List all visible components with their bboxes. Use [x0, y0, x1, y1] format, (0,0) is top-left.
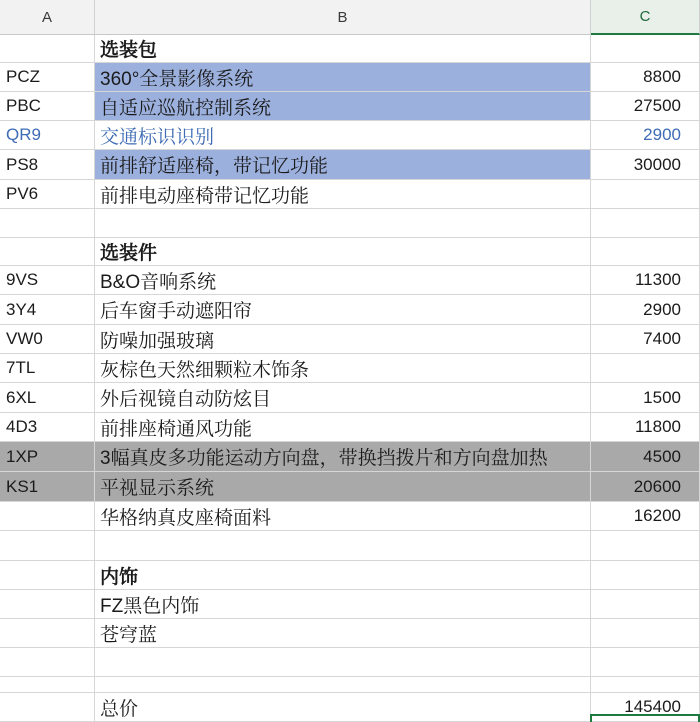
cell-a[interactable]: 1XP [0, 442, 95, 472]
cell-b[interactable]: 华格纳真皮座椅面料 [95, 502, 591, 531]
cell-a[interactable]: QR9 [0, 121, 95, 150]
cell-a[interactable]: KS1 [0, 472, 95, 502]
cell-a[interactable]: 9VS [0, 266, 95, 295]
cell-c[interactable] [591, 531, 700, 561]
cell-c[interactable] [591, 590, 700, 619]
table-row [0, 502, 700, 531]
cell-b[interactable]: 灰棕色天然细颗粒木饰条 [95, 354, 591, 383]
table-row [0, 209, 700, 238]
cell-b[interactable]: 3幅真皮多功能运动方向盘，带换挡拨片和方向盘加热 [95, 442, 591, 472]
column-header-b[interactable]: B [95, 0, 591, 35]
column-header-c[interactable]: C [591, 0, 700, 35]
cell-a[interactable]: PS8 [0, 150, 95, 180]
cell-a[interactable]: 7TL [0, 354, 95, 383]
table-row [0, 590, 700, 619]
cell-b[interactable]: 总价 [95, 693, 591, 722]
cell-c[interactable]: 11300 [591, 266, 700, 295]
table-row [0, 561, 700, 590]
table-row [0, 354, 700, 383]
cell-c[interactable]: 2900 [591, 121, 700, 150]
cell-a[interactable] [0, 238, 95, 266]
cell-b[interactable]: B&O音响系统 [95, 266, 591, 295]
cell-a[interactable]: PCZ [0, 63, 95, 92]
table-row [0, 442, 700, 472]
cell-b[interactable] [95, 531, 591, 561]
table-row [0, 35, 700, 63]
cell-a[interactable] [0, 619, 95, 648]
table-row [0, 677, 700, 693]
table-row [0, 266, 700, 295]
cell-b[interactable]: 交通标识识别 [95, 121, 591, 150]
cell-a[interactable]: 4D3 [0, 413, 95, 442]
cell-c[interactable]: 11800 [591, 413, 700, 442]
cell-c[interactable] [591, 561, 700, 590]
cell-b[interactable]: 选装件 [95, 238, 591, 266]
cell-a[interactable] [0, 209, 95, 238]
cell-c[interactable] [591, 238, 700, 266]
table-row [0, 238, 700, 266]
cell-b[interactable]: 苍穹蓝 [95, 619, 591, 648]
cell-a[interactable]: 3Y4 [0, 295, 95, 325]
cell-b[interactable]: 外后视镜自动防炫目 [95, 383, 591, 413]
cell-c[interactable]: 16200 [591, 502, 700, 531]
cell-c[interactable]: 20600 [591, 472, 700, 502]
cell-b[interactable]: 后车窗手动遮阳帘 [95, 295, 591, 325]
cell-c[interactable]: 27500 [591, 92, 700, 121]
cell-c[interactable]: 7400 [591, 325, 700, 354]
cell-c[interactable]: 145400 [591, 693, 700, 722]
cell-b[interactable]: 防噪加强玻璃 [95, 325, 591, 354]
table-row [0, 295, 700, 325]
table-row [0, 180, 700, 209]
cell-c[interactable] [591, 648, 700, 677]
cell-a[interactable] [0, 35, 95, 63]
cell-b[interactable]: 前排舒适座椅，带记忆功能 [95, 150, 591, 180]
table-row [0, 472, 700, 502]
cell-c[interactable]: 4500 [591, 442, 700, 472]
cell-c[interactable]: 1500 [591, 383, 700, 413]
table-row [0, 325, 700, 354]
cell-b[interactable]: 前排电动座椅带记忆功能 [95, 180, 591, 209]
cell-a[interactable] [0, 677, 95, 693]
cell-a[interactable]: PV6 [0, 180, 95, 209]
table-row [0, 619, 700, 648]
cell-c[interactable]: 8800 [591, 63, 700, 92]
cell-a[interactable] [0, 693, 95, 722]
cell-b[interactable]: 内饰 [95, 561, 591, 590]
cell-c[interactable] [591, 354, 700, 383]
table-row [0, 531, 700, 561]
cell-c[interactable]: 2900 [591, 295, 700, 325]
cell-b[interactable] [95, 677, 591, 693]
table-row [0, 413, 700, 442]
table-row [0, 383, 700, 413]
cell-b[interactable]: 自适应巡航控制系统 [95, 92, 591, 121]
table-row [0, 121, 700, 150]
cell-b[interactable]: 360°全景影像系统 [95, 63, 591, 92]
cell-b[interactable]: FZ黑色内饰 [95, 590, 591, 619]
cell-a[interactable] [0, 502, 95, 531]
cell-b[interactable]: 平视显示系统 [95, 472, 591, 502]
cell-b[interactable]: 选装包 [95, 35, 591, 63]
cell-c[interactable] [591, 677, 700, 693]
cell-b[interactable]: 前排座椅通风功能 [95, 413, 591, 442]
cell-a[interactable] [0, 648, 95, 677]
column-header-a[interactable]: A [0, 0, 95, 35]
cell-c[interactable]: 30000 [591, 150, 700, 180]
cell-a[interactable]: VW0 [0, 325, 95, 354]
cell-c[interactable] [591, 180, 700, 209]
table-row [0, 92, 700, 121]
cell-b[interactable] [95, 648, 591, 677]
cell-c[interactable] [591, 619, 700, 648]
cell-b[interactable] [95, 209, 591, 238]
selected-cell-outline [590, 714, 700, 722]
cell-a[interactable]: PBC [0, 92, 95, 121]
cell-a[interactable] [0, 561, 95, 590]
table-row [0, 150, 700, 180]
table-row [0, 63, 700, 92]
cell-a[interactable]: 6XL [0, 383, 95, 413]
cell-c[interactable] [591, 35, 700, 63]
cell-c[interactable] [591, 209, 700, 238]
table-row [0, 648, 700, 677]
cell-a[interactable] [0, 590, 95, 619]
cell-a[interactable] [0, 531, 95, 561]
